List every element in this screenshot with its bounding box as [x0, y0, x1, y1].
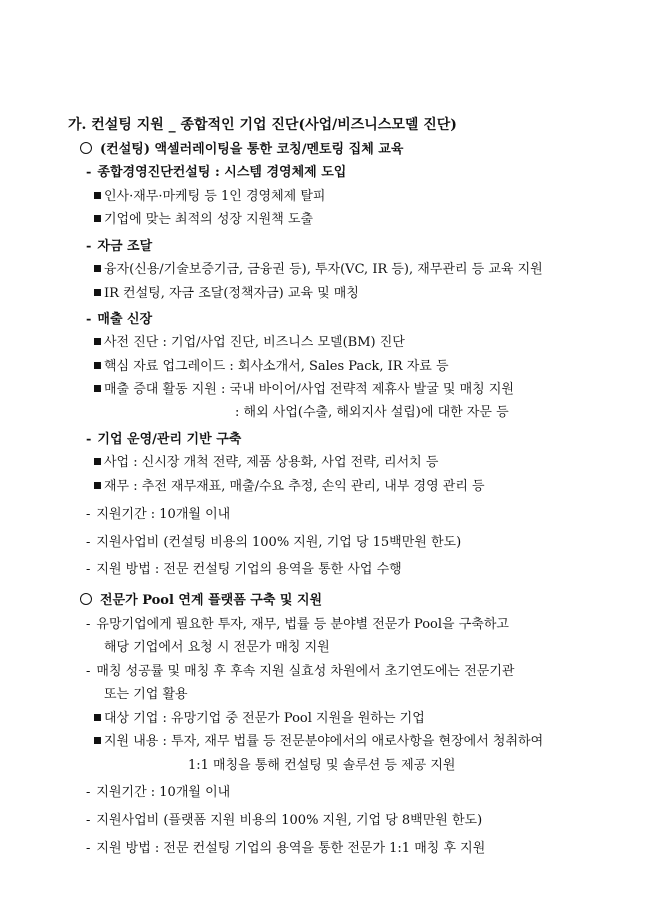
dash-icon: - [86, 562, 91, 577]
square-bullet-icon [94, 362, 101, 369]
list-item: 기업에 맞는 최적의 성장 지원책 도출 [94, 212, 313, 228]
dash-icon: - [86, 239, 92, 254]
dash-icon: - [86, 507, 91, 522]
support-cost: - 지원사업비 (플랫폼 지원 비용의 100% 지원, 기업 당 8백만원 한도) [86, 813, 483, 828]
description-line: - 유망기업에게 필요한 투자, 재무, 법률 등 분야별 전문가 Pool을 구축하고 [86, 617, 509, 632]
description-line: 또는 기업 활용 [104, 687, 188, 702]
support-method: - 지원 방법 : 전문 컨설팅 기업의 용역을 통한 사업 수행 [86, 562, 402, 577]
dash-icon: - [86, 432, 92, 447]
list-item: 핵심 자료 업그레이드 : 회사소개서, Sales Pack, IR 자료 등 [94, 359, 449, 375]
dash-icon: - [86, 165, 92, 180]
dash-icon: - [86, 617, 91, 632]
dash-icon: - [86, 813, 91, 828]
square-bullet-icon [94, 192, 101, 199]
dash-icon: - [86, 664, 91, 679]
list-item: 사전 진단 : 기업/사업 진단, 비즈니스 모델(BM) 진단 [94, 335, 405, 351]
list-item: 대상 기업 : 유망기업 중 전문가 Pool 지원을 원하는 기업 [94, 711, 425, 727]
section-title: 가. 컨설팅 지원 _ 종합적인 기업 진단(사업/비즈니스모델 진단) [68, 117, 457, 133]
square-bullet-icon [94, 714, 101, 721]
list-item-continuation: 1:1 매칭을 통해 컨설팅 및 솔루션 등 제공 지원 [188, 758, 456, 773]
dash-icon: - [86, 785, 91, 800]
section-2-heading: 전문가 Pool 연계 플랫폼 구축 및 지원 [80, 593, 322, 609]
dash-icon: - [86, 535, 91, 550]
list-item: 재무 : 추전 재무재표, 매출/수요 추정, 손익 관리, 내부 경영 관리 등 [94, 479, 485, 495]
group-1-title: - 종합경영진단컨설팅 : 시스템 경영체제 도입 [86, 165, 347, 180]
list-item-continuation: : 해외 사업(수출, 해외지사 설립)에 대한 자문 등 [235, 405, 509, 420]
square-bullet-icon [94, 482, 101, 489]
support-method: - 지원 방법 : 전문 컨설팅 기업의 용역을 통한 전문가 1:1 매칭 후 지원 [86, 841, 486, 856]
support-period: - 지원기간 : 10개월 이내 [86, 507, 231, 522]
list-item: 인사·재무·마케팅 등 1인 경영체제 탈피 [94, 189, 325, 205]
square-bullet-icon [94, 338, 101, 345]
square-bullet-icon [94, 265, 101, 272]
section-1-heading: (컨설팅) 액셀러레이팅을 통한 코칭/멘토링 집체 교육 [80, 142, 403, 158]
list-item: 융자(신용/기술보증기금, 금융권 등), 투자(VC, IR 등), 재무관리 등 교육 지원 [94, 262, 543, 278]
description-line: 해당 기업에서 요청 시 전문가 매칭 지원 [104, 640, 330, 655]
dash-icon: - [86, 841, 91, 856]
square-bullet-icon [94, 737, 101, 744]
group-4-title: - 기업 운영/관리 기반 구축 [86, 432, 242, 447]
square-bullet-icon [94, 458, 101, 465]
circle-bullet-icon [80, 142, 92, 154]
list-item: 매출 증대 활동 지원 : 국내 바이어/사업 전략적 제휴사 발굴 및 매칭 지원 [94, 382, 514, 398]
square-bullet-icon [94, 385, 101, 392]
circle-bullet-icon [80, 593, 92, 605]
square-bullet-icon [94, 289, 101, 296]
support-cost: - 지원사업비 (컨설팅 비용의 100% 지원, 기업 당 15백만원 한도) [86, 535, 462, 550]
support-period: - 지원기간 : 10개월 이내 [86, 785, 231, 800]
list-item: 지원 내용 : 투자, 재무 법률 등 전문분야에서의 애로사항을 현장에서 청취하여 [94, 734, 543, 750]
list-item: 사업 : 신시장 개척 전략, 제품 상용화, 사업 전략, 리서치 등 [94, 455, 438, 471]
group-2-title: - 자금 조달 [86, 239, 153, 254]
square-bullet-icon [94, 215, 101, 222]
group-3-title: - 매출 신장 [86, 312, 153, 327]
description-line: - 매칭 성공률 및 매칭 후 후속 지원 실효성 차원에서 초기연도에는 전문기관 [86, 664, 515, 679]
dash-icon: - [86, 312, 92, 327]
list-item: IR 컨설팅, 자금 조달(정책자금) 교육 및 매칭 [94, 286, 359, 302]
